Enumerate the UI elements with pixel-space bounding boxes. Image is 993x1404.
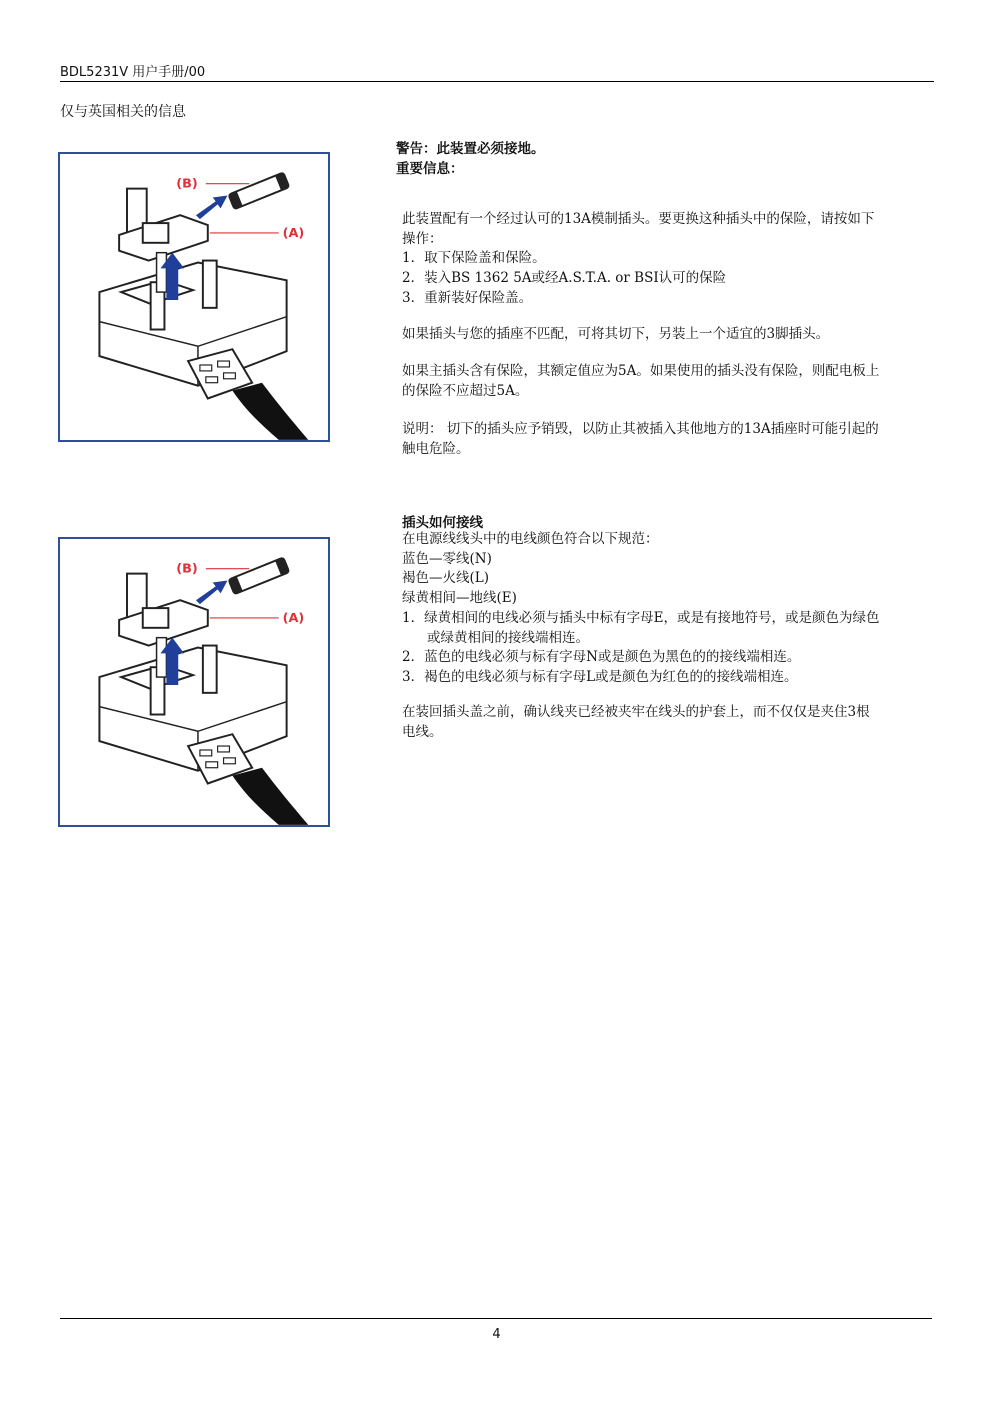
- label-a: (A): [282, 610, 305, 626]
- footer-rule: [60, 1318, 932, 1319]
- wiring-intro: 在电源线线头中的电线颜色符合以下规范：: [402, 531, 659, 547]
- para3-line1: 如果主插头含有保险，其额定值应为5A。如果使用的插头没有保险，则配电板上: [402, 363, 880, 379]
- para4-line1: 说明： 切下的插头应予销毁，以防止其被插入其他地方的13A插座时可能引起的: [402, 421, 879, 437]
- section-title: 仅与英国相关的信息: [60, 104, 186, 120]
- plug-fuse-illustration: [60, 539, 328, 825]
- closing-line2: 电线。: [402, 723, 443, 740]
- page-number: 4: [492, 1327, 501, 1342]
- wire-brown: 褐色—火线(L): [402, 570, 489, 587]
- wire-green-yellow: 绿黄相间—地线(E): [402, 590, 517, 607]
- label-b: (B): [176, 561, 198, 577]
- wiring-item-2: 2．蓝色的电线必须与标有字母N或是颜色为黑色的的接线端相连。: [402, 649, 801, 666]
- warning-line: 警告：此装置必须接地。: [396, 141, 545, 157]
- header-rule: [60, 81, 934, 82]
- fuse-rating-paragraph: [402, 362, 879, 401]
- para3-line2: 的保险不应超过5A。: [402, 382, 529, 399]
- fuse-replace-paragraph: [402, 210, 874, 309]
- wiring-title: 插头如何接线: [402, 515, 483, 531]
- wire-blue: 蓝色—零线(N): [402, 550, 492, 567]
- important-info-label: 重要信息：: [396, 161, 464, 177]
- plug-fuse-illustration: [60, 154, 328, 440]
- wiring-item-3: 3．褐色的电线必须与标有字母L或是颜色为红色的的接线端相连。: [402, 668, 798, 685]
- plug-mismatch-paragraph: 如果插头与您的插座不匹配，可将其切下，另装上一个适宜的3脚插头。: [402, 326, 830, 342]
- closing-paragraph: [402, 703, 870, 742]
- label-b: (B): [176, 176, 198, 192]
- para1-line2: 操作：: [402, 230, 443, 247]
- closing-line1: 在装回插头盖之前，确认线夹已经被夹牢在线头的护套上，而不仅仅是夹住3根: [402, 704, 870, 720]
- plug-fuse-figure-2: [58, 537, 330, 827]
- para4-line2: 触电危险。: [402, 440, 470, 457]
- wiring-list: [402, 530, 879, 688]
- plug-fuse-figure-1: [58, 152, 330, 442]
- note-paragraph: [402, 420, 879, 459]
- para1-line1: 此装置配有一个经过认可的13A模制插头。要更换这种插头中的保险，请按如下: [402, 211, 875, 227]
- step-3: 3．重新装好保险盖。: [402, 289, 533, 306]
- wiring-item-1: 1．绿黄相间的电线必须与插头中标有字母E，或是有接地符号，或是颜色为绿色: [402, 609, 880, 626]
- step-2: 2．装入BS 1362 5A或经A.S.T.A. or BSI认可的保险: [402, 270, 727, 287]
- step-1: 1．取下保险盖和保险。: [402, 250, 546, 267]
- wiring-item-1-cont: 或绿黄相间的接线端相连。: [427, 629, 589, 646]
- label-a: (A): [282, 225, 305, 241]
- header-title: BDL5231V 用户手册/00: [60, 65, 206, 80]
